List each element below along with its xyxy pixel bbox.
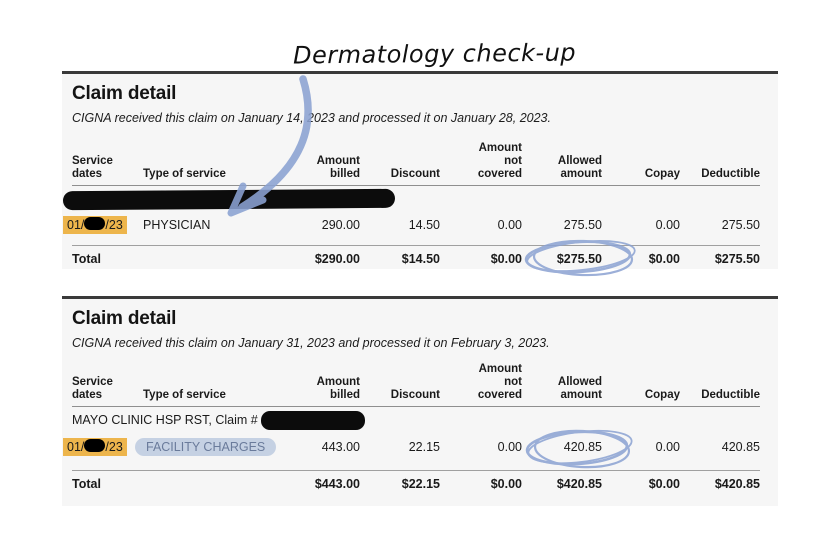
- header-discount: Discount: [360, 352, 440, 407]
- allowed-amount-value: 420.85: [563, 439, 602, 454]
- total-amount-billed: $290.00: [273, 246, 360, 273]
- redacted-row: [72, 186, 760, 213]
- claim-title: Claim detail: [72, 83, 177, 104]
- table-header-row: [72, 127, 760, 186]
- deductible-value: 420.85: [721, 439, 760, 454]
- header-amount-not-covered: Amount not covered: [440, 127, 522, 186]
- total-deductible: $420.85: [680, 471, 760, 498]
- header-amount-not-covered: Amount not covered: [440, 352, 522, 407]
- provider-row: [72, 407, 760, 434]
- redaction-blob: [84, 217, 105, 230]
- total-allowed-amount: $275.50: [522, 246, 602, 273]
- claim-table-1: [67, 127, 760, 272]
- total-row: [72, 246, 760, 273]
- claim-meta: CIGNA received this claim on January 31, 2023 and processed it on February 3, 2023.: [72, 336, 550, 350]
- deductible-value: 275.50: [721, 217, 760, 232]
- allowed-amount-value: 275.50: [563, 217, 602, 232]
- amount-billed-value: 290.00: [321, 217, 360, 232]
- header-deductible: Deductible: [680, 352, 760, 407]
- spacer-row: [72, 460, 760, 471]
- service-row: [72, 212, 760, 237]
- service-date-highlight: 01/ /23: [63, 438, 127, 456]
- total-amount-billed: $443.00: [273, 471, 360, 498]
- header-amount-billed: Amount billed: [273, 127, 360, 186]
- claim-title: Claim detail: [72, 308, 177, 329]
- total-discount: $14.50: [360, 246, 440, 273]
- handwritten-note: Dermatology check-up: [292, 38, 577, 70]
- header-allowed-amount: Allowed amount: [522, 352, 602, 407]
- discount-value: 14.50: [408, 217, 440, 232]
- redaction-bar: [261, 411, 365, 430]
- total-row: [72, 471, 760, 498]
- claim-meta: CIGNA received this claim on January 14, 2023 and processed it on January 28, 2023.: [72, 111, 551, 125]
- service-type-pill: FACILITY CHARGES: [135, 438, 276, 456]
- total-copay: $0.00: [602, 471, 680, 498]
- discount-value: 22.15: [408, 439, 440, 454]
- copay-value: 0.00: [655, 217, 680, 232]
- total-copay: $0.00: [602, 246, 680, 273]
- total-allowed-amount: $420.85: [522, 471, 602, 498]
- header-amount-billed: Amount billed: [273, 352, 360, 407]
- total-amount-not-covered: $0.00: [440, 471, 522, 498]
- header-copay: Copay: [602, 127, 680, 186]
- header-copay: Copay: [602, 352, 680, 407]
- spacer-row: [72, 237, 760, 246]
- header-type-of-service: Type of service: [143, 127, 273, 186]
- table-header-row: [72, 352, 760, 407]
- header-service-dates: Service dates: [72, 352, 143, 407]
- redaction-bar: [63, 188, 395, 209]
- amount-not-covered-value: 0.00: [497, 439, 522, 454]
- claim-section-1: [62, 71, 778, 269]
- total-discount: $22.15: [360, 471, 440, 498]
- total-deductible: $275.50: [680, 246, 760, 273]
- header-discount: Discount: [360, 127, 440, 186]
- claim-table-2: [67, 352, 760, 497]
- header-service-dates: Service dates: [72, 127, 143, 186]
- total-amount-not-covered: $0.00: [440, 246, 522, 273]
- total-label: Total: [72, 246, 273, 273]
- service-date-highlight: 01/ /23: [63, 216, 127, 234]
- header-deductible: Deductible: [680, 127, 760, 186]
- total-label: Total: [72, 471, 273, 498]
- header-allowed-amount: Allowed amount: [522, 127, 602, 186]
- service-type: PHYSICIAN: [143, 217, 211, 232]
- amount-not-covered-value: 0.00: [497, 217, 522, 232]
- service-row: [72, 433, 760, 460]
- redaction-blob: [84, 439, 105, 452]
- provider-name: MAYO CLINIC HSP RST, Claim #: [72, 412, 258, 427]
- amount-billed-value: 443.00: [321, 439, 360, 454]
- copay-value: 0.00: [655, 439, 680, 454]
- header-type-of-service: Type of service: [143, 352, 273, 407]
- claim-section-2: [62, 296, 778, 506]
